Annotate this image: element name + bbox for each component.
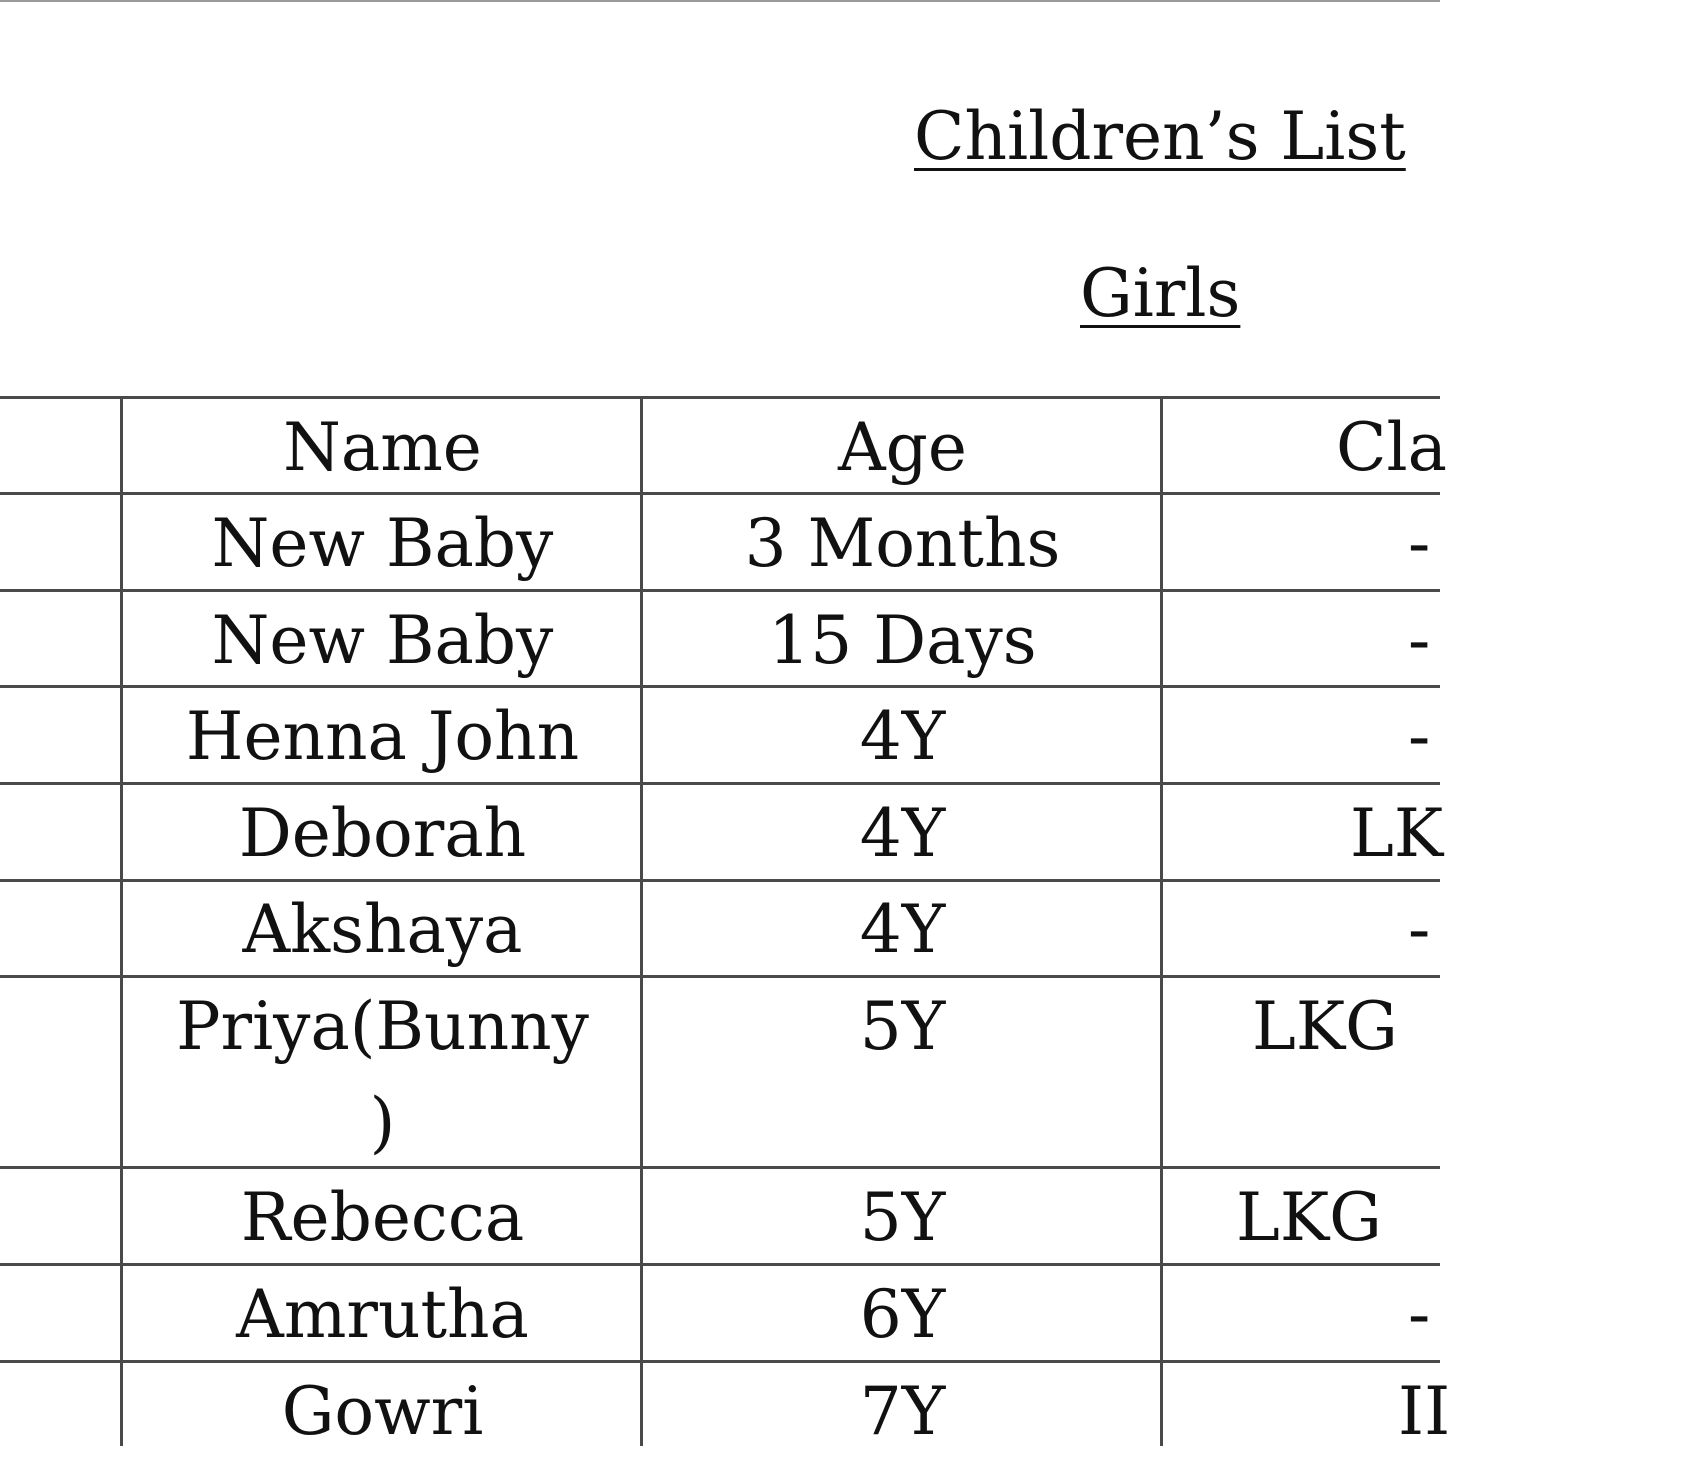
cell-class: -: [1408, 1276, 1431, 1353]
header-name: Name: [283, 409, 482, 486]
cell-age: 4Y: [859, 795, 946, 872]
cell-name: Deborah: [238, 795, 527, 872]
table-top-border: [0, 396, 1440, 399]
cell-name: Akshaya: [242, 891, 523, 968]
cell-name: New Baby: [211, 505, 554, 582]
cell-age: 5Y: [859, 1179, 946, 1256]
cell-class: -: [1408, 698, 1431, 775]
cell-age: 6Y: [859, 1276, 946, 1353]
cell-age: 3 Months: [744, 505, 1061, 582]
header-class: Cla: [1336, 409, 1447, 486]
cell-name: Gowri: [281, 1373, 484, 1450]
cell-age: 15 Days: [768, 602, 1037, 679]
cell-name: Rebecca: [240, 1179, 525, 1256]
top-border: [0, 0, 1440, 2]
table-column-divider: [120, 396, 123, 1446]
cell-age: 7Y: [859, 1373, 946, 1450]
cell-name: Henna John: [185, 698, 580, 775]
cell-class: II: [1398, 1373, 1451, 1450]
cell-name: Priya(Bunny ): [176, 988, 589, 1161]
cell-name: New Baby: [211, 602, 554, 679]
cell-class: LKG: [1252, 988, 1398, 1065]
cell-class: -: [1408, 891, 1431, 968]
section-title: Girls: [1080, 255, 1241, 332]
cell-age: 5Y: [859, 988, 946, 1065]
cell-age: 4Y: [859, 891, 946, 968]
page-title: Children’s List: [914, 98, 1406, 175]
cell-age: 4Y: [859, 698, 946, 775]
cell-class: -: [1408, 505, 1431, 582]
cell-name: Amrutha: [236, 1276, 529, 1353]
header-age: Age: [838, 409, 967, 486]
cell-class: LK: [1350, 795, 1444, 872]
cell-class: LKG: [1236, 1179, 1382, 1256]
cell-class: -: [1408, 602, 1431, 679]
